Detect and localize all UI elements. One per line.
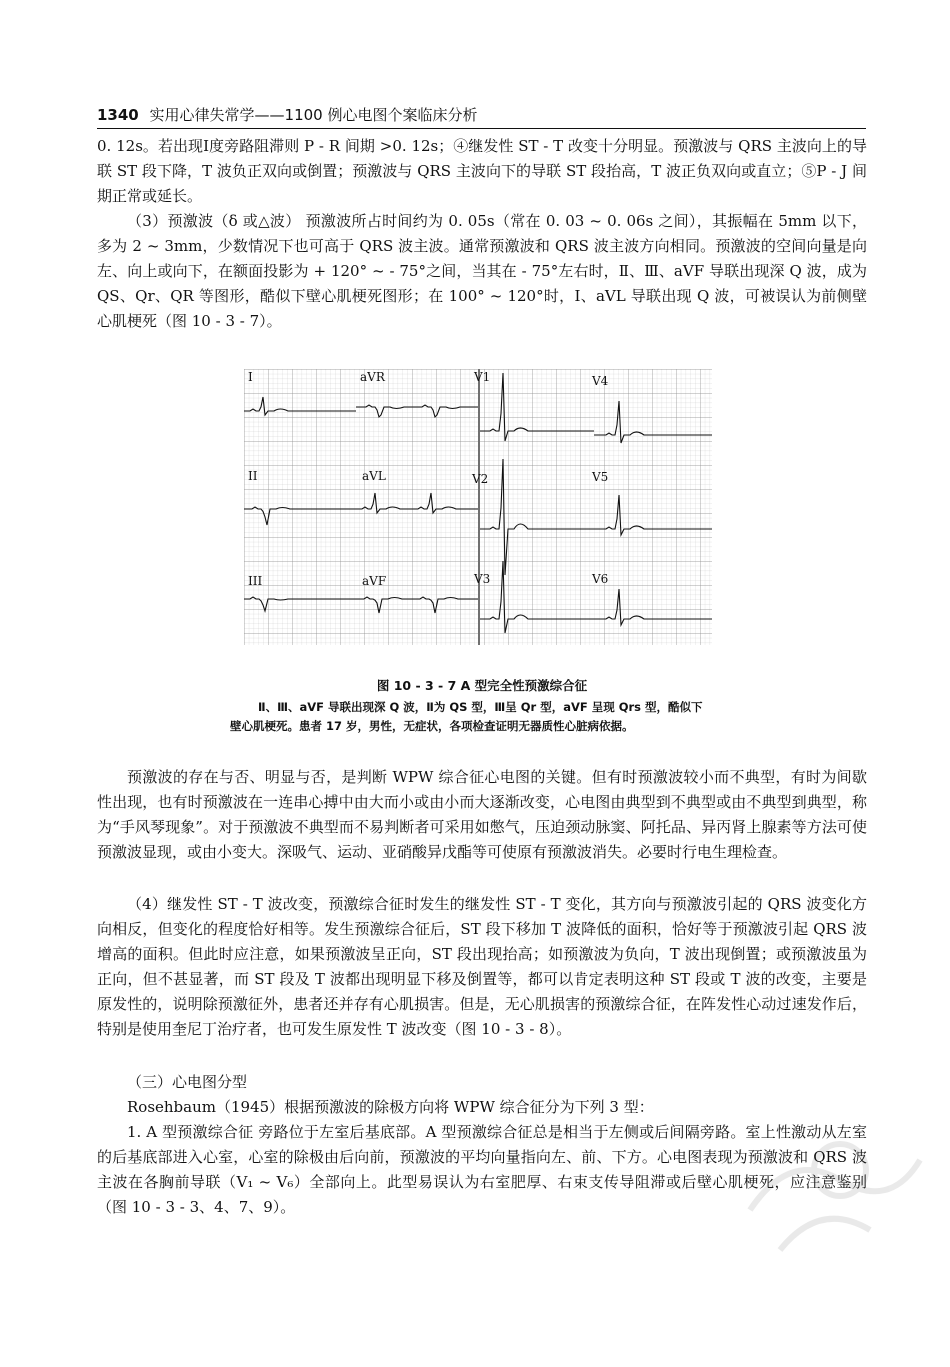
book-title: 实用心律失常学——1100 例心电图个案临床分析 [149,106,478,124]
running-header [97,104,867,126]
lead-label-aVR: aVR [360,370,385,384]
paragraph-continued: 0. 12s。若出现Ⅰ度旁路阻滞则 P - R 间期 >0. 12s；④继发性 ST - T 改变十分明显。预激波与 QRS 主波向上的导联 ST 段下降，T 波负正双向或倒置；预激波与 QRS 主波向下的导联 ST 段抬高，T 波正负双向或直立；⑤P - J 间期正常或延长。 [97,137,867,205]
paragraph-classification: Rosehbaum（1945）根据预激波的除极方向将 WPW 综合征分为下列 3 型： [127,1098,654,1116]
page-number: 1340 [97,106,139,124]
lead-label-V1: V1 [474,370,491,384]
figure-note-line-2: 壁心肌梗死。患者 17 岁，男性，无症状，各项检查证明无器质性心脏病依据。 [230,719,634,733]
grid-limb-leads [244,369,478,645]
paragraph-delta-wave-significance: 预激波的存在与否、明显与否，是判断 WPW 综合征心电图的关键。但有时预激波较小而不典型，有时为间歇性出现，也有时预激波在一连串心搏中由大而小或由小而大逐渐改变，心电图由典型到不典型或由不典型到典型，称为“手风琴现象”。对于预激波不典型而不易判断者可采用如憋气，压迫颈动脉窦、阿托品、异丙肾上腺素等方法可使预激波显现，或由小变大。深吸气、运动、亚硝酸异戊酯等可使原有预激波消失。必要时行电生理检查。 [97,768,867,861]
lead-label-aVF: aVF [362,574,387,588]
lead-label-V3: V3 [474,572,491,586]
lead-label-aVL: aVL [362,469,386,483]
figure-note [230,698,740,736]
lead-label-V4: V4 [592,374,609,388]
paragraph-type-a: 1. A 型预激综合征 旁路位于左室后基底部。A 型预激综合征总是相当于左侧或后间隔旁路。室上性激动从左室的后基底部进入心室，心室的除极由后向前，预激波的平均向量指向左、前、下方。心电图表现为预激波和 QRS 波主波在各胸前导联（V₁ ~ V₆）全部向上。此型易误认为右室肥厚、右束支传导阻滞或后壁心肌梗死，应注意鉴别（图 10 - 3 - 3、4、7、9）。 [97,1123,867,1216]
figure-caption: 图 10 - 3 - 7 A 型完全性预激综合征 [376,678,588,693]
grid-chest-leads [480,369,712,645]
paragraph-preexcitation-wave: （3）预激波（δ 或△波） 预激波所占时间约为 0. 05s（常在 0. 03 ~ 0. 06s 之间），其振幅在 5mm 以下，多为 2 ~ 3mm，少数情况下也可高于 QRS 波主波。通常预激波和 QRS 波主波方向相同。预激波的空间向量是向左、向上或向下，在额面投影为 + 120° ~ - 75°之间，当其在 - 75°左右时，Ⅱ、Ⅲ、aVF 导联出现深 Q 波，成为 QS、Qr、QR 等图形，酷似下壁心肌梗死图形；在 100° ~ 120°时，Ⅰ、aVL 导联出现 Q 波，可被误认为前侧壁心肌梗死（图 10 - 3 - 7）。 [97,212,867,330]
header-rule [97,128,866,129]
ecg-figure [244,369,712,645]
lead-label-V6: V6 [592,572,609,586]
ecg-strip-image [244,369,712,645]
section-heading-ecg-types: （三）心电图分型 [127,1073,248,1091]
lead-label-II: II [248,469,258,483]
lead-label-III: III [248,574,263,588]
figure-note-line-1: Ⅱ、Ⅲ、aVF 导联出现深 Q 波，Ⅱ为 QS 型，Ⅲ呈 Qr 型，aVF 呈现 Qrs 型，酷似下 [258,700,703,714]
lead-label-V5: V5 [592,470,609,484]
paragraph-secondary-st-t: （4）继发性 ST - T 波改变，预激综合征时发生的继发性 ST - T 变化，其方向与预激波引起的 QRS 波变化方向相反，但变化的程度恰好相等。发生预激综合征后，ST 段下移加 T 波降低的面积，恰好等于预激波引起 QRS 波增高的面积。但此时应注意，如果预激波呈正向，ST 段出现抬高；如预激波为负向，T 波出现倒置；或预激波虽为正向，但不甚显著，而 ST 段及 T 波都出现明显下移及倒置等，都可以肯定表明这种 ST 段或 T 波的改变，主要是原发性的，说明除预激征外，患者还并存有心肌损害。但是，无心肌损害的预激综合征，在阵发性心动过速发作后，特别是使用奎尼丁治疗者，也可发生原发性 T 波改变（图 10 - 3 - 8）。 [97,895,867,1038]
lead-label-I: I [248,370,253,384]
watermark-stamp [720,1090,940,1280]
lead-label-V2: V2 [472,472,489,486]
